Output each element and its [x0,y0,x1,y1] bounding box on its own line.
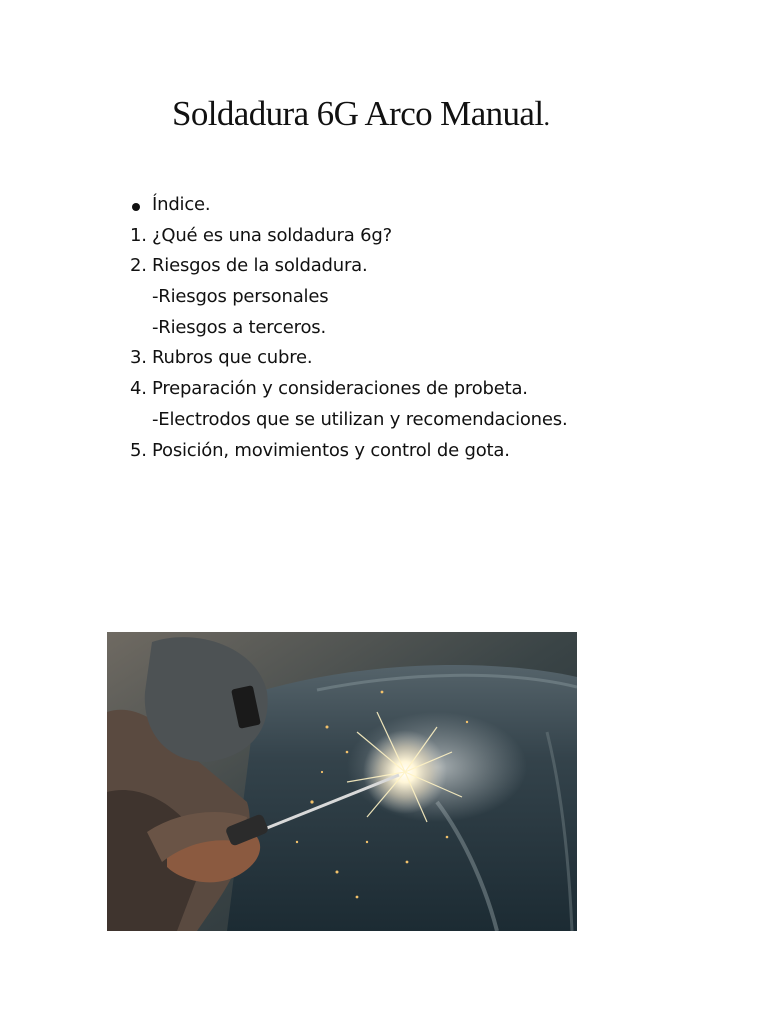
bullet-icon [132,203,140,211]
welding-photo [107,632,577,931]
toc-heading-index [0,190,768,221]
toc-item-text: Índice. [152,194,211,215]
toc-item-1 [0,221,768,252]
toc-item-text: Posición, movimientos y control de gota. [152,439,510,461]
toc-subitem-electrodes [0,405,768,436]
toc-subitem-personal-risks [0,282,768,313]
toc-item-number: 3. [130,347,147,369]
toc-item-2 [0,251,768,282]
toc-item-text: Preparación y consideraciones de probeta. [152,378,528,400]
toc-subitem-text: -Electrodos que se utilizan y recomendaciones. [152,408,568,430]
document-title [172,92,549,139]
toc-item-number: 1. [130,224,147,246]
toc-item-number: 4. [130,378,147,400]
toc-item-3 [0,343,768,374]
toc-item-4 [0,374,768,405]
toc-subitem-text: -Riesgos a terceros. [152,316,326,338]
table-of-contents [0,190,768,466]
toc-item-text: Rubros que cubre. [152,347,313,369]
toc-item-text: ¿Qué es una soldadura 6g? [152,224,392,246]
toc-item-5 [0,436,768,467]
toc-item-number: 5. [130,439,147,461]
toc-subitem-text: -Riesgos personales [152,286,329,308]
document-title-text: Soldadura 6G Arco Manual [172,94,544,133]
toc-subitem-third-party-risks [0,313,768,344]
document-title-period: . [543,102,550,131]
toc-item-text: Riesgos de la soldadura. [152,255,368,277]
toc-item-number: 2. [130,255,147,277]
